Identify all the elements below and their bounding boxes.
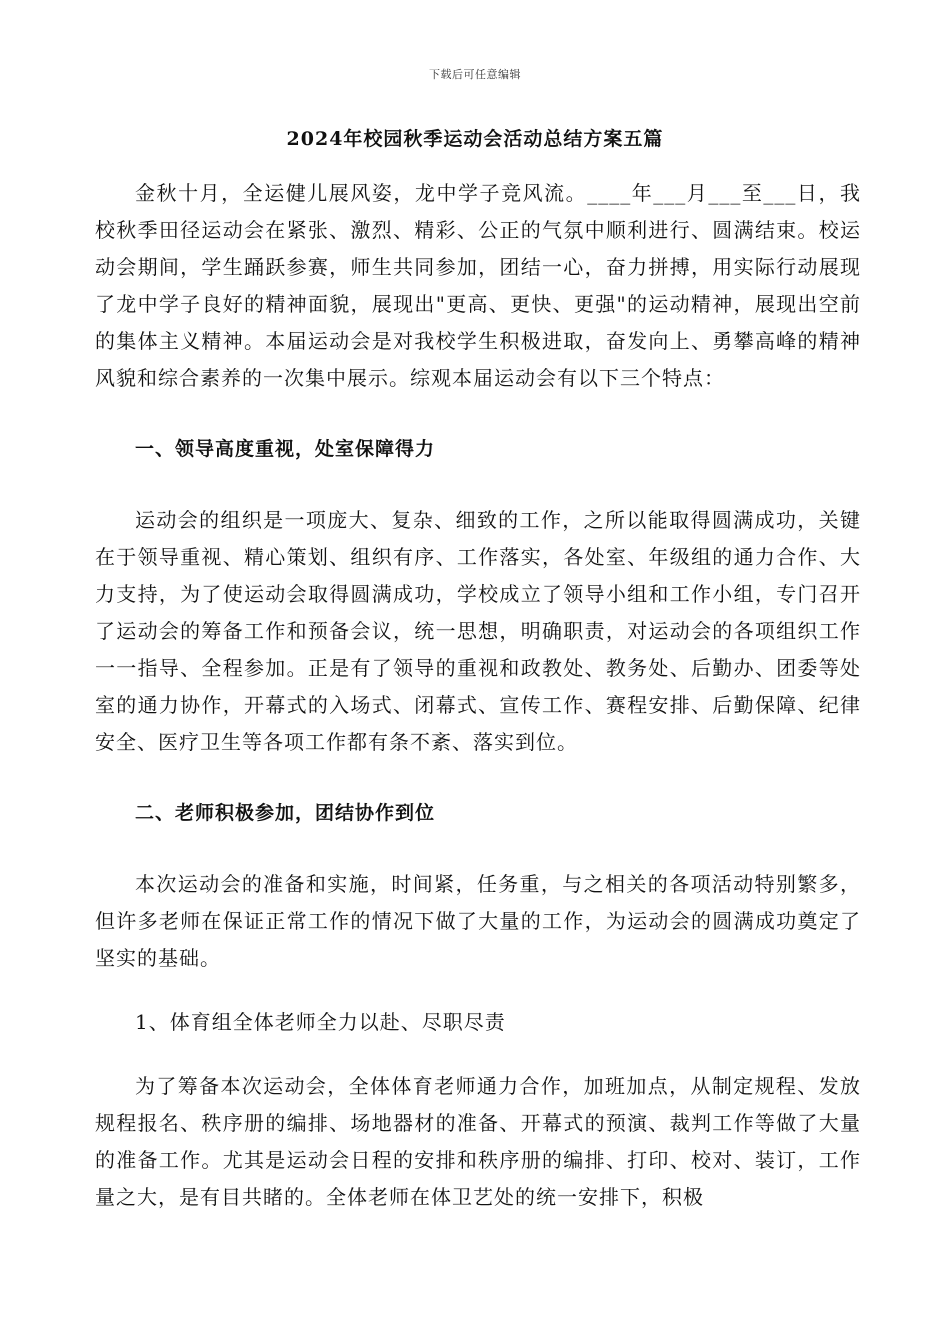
spacer <box>95 832 861 866</box>
spacer <box>95 761 861 795</box>
spacer <box>95 1041 861 1068</box>
subsection1-paragraph: 为了筹备本次运动会，全体体育老师通力合作，加班加点，从制定规程、发放规程报名、秩序册的编排、场地器材的准备、开幕式的预演、裁判工作等做了大量的准备工作。尤其是运动会日程的安排和秩序册的编排、打印、校对、装订，工作量之大，是有目共睹的。全体老师在体卫艺处的统一安排下，积极 <box>95 1074 861 1209</box>
spacer <box>95 468 861 502</box>
header-note: 下载后可任意编辑 <box>429 68 521 81</box>
spacer <box>95 397 861 431</box>
section2-heading: 二、老师积极参加，团结协作到位 <box>135 802 436 824</box>
intro-paragraph: 金秋十月，全运健儿展风姿，龙中学子竞风流。____年___月___至___日，我校秋季田径运动会在紧张、激烈、精彩、公正的气氛中顺利进行、圆满结束。校运动会期间，学生踊跃参赛，师生共同参加，团结一心，奋力拼搏，用实际行动展现了龙中学子良好的精神面貌，展现出"更高、更快、更强"的运动精神，展现出空前的集体主义精神。本届运动会是对我校学生积极进取，奋发向上、勇攀高峰的精神风貌和综合素养的一次集中展示。综观本届运动会有以下三个特点： <box>95 181 861 390</box>
section2-paragraph: 本次运动会的准备和实施，时间紧，任务重，与之相关的各项活动特别繁多，但许多老师在保证正常工作的情况下做了大量的工作，为运动会的圆满成功奠定了坚实的基础。 <box>95 872 861 970</box>
section1-heading: 一、领导高度重视，处室保障得力 <box>135 438 436 460</box>
spacer <box>95 977 861 1004</box>
subsection1-heading: 1、体育组全体老师全力以赴、尽职尽责 <box>135 1010 506 1034</box>
section1-paragraph: 运动会的组织是一项庞大、复杂、细致的工作，之所以能取得圆满成功，关键在于领导重视、精心策划、组织有序、工作落实，各处室、年级组的通力合作、大力支持，为了使运动会取得圆满成功，学校成立了领导小组和工作小组，专门召开了运动会的筹备工作和预备会议，统一思想，明确职责，对运动会的各项组织工作一一指导、全程参加。正是有了领导的重视和政教处、教务处、后勤办、团委等处室的通力协作，开幕式的入场式、闭幕式、宣传工作、赛程安排、后勤保障、纪律安全、医疗卫生等各项工作都有条不紊、落实到位。 <box>95 508 861 754</box>
document-body <box>95 175 861 1216</box>
document-title: 2024年校园秋季运动会活动总结方案五篇 <box>286 128 664 150</box>
